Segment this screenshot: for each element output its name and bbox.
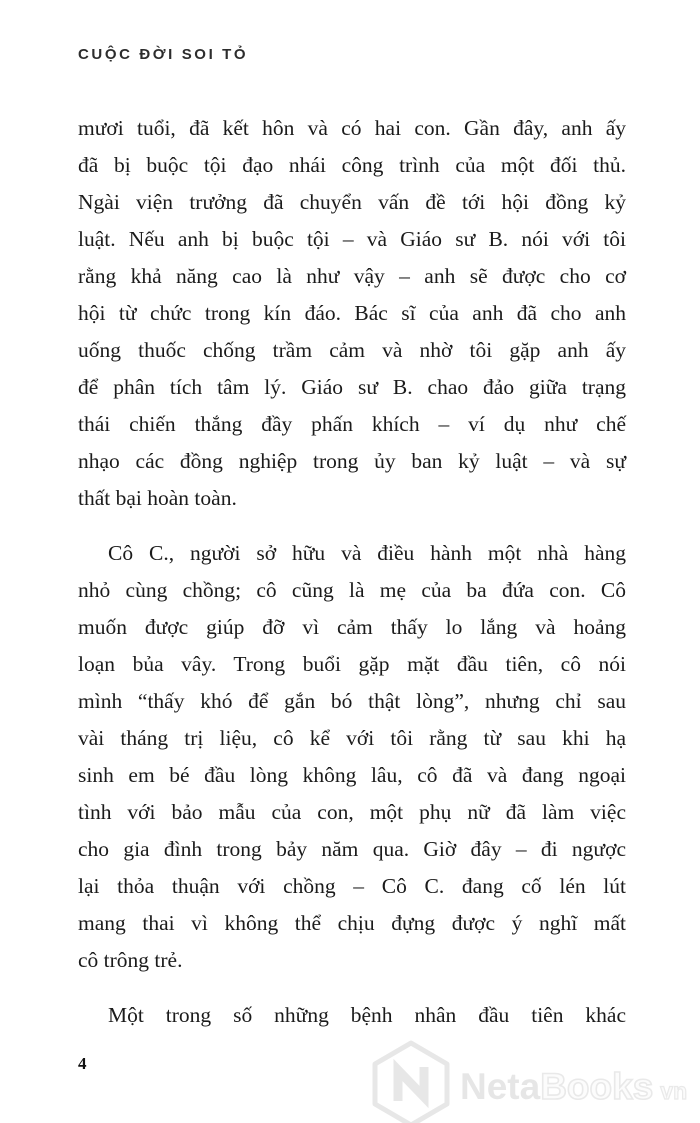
paragraph-3 bbox=[78, 997, 626, 1034]
text-line: thái chiến thắng đầy phấn khích – ví dụ như chế bbox=[78, 412, 626, 436]
text-line: lại thỏa thuận với chồng – Cô C. đang cố lén lút bbox=[78, 874, 626, 898]
text-line: muốn được giúp đỡ vì cảm thấy lo lắng và hoảng bbox=[78, 615, 626, 639]
text-line: luật. Nếu anh bị buộc tội – và Giáo sư B. nói với tôi bbox=[78, 227, 626, 251]
text-line: cô trông trẻ. bbox=[78, 948, 183, 972]
text-line: hội từ chức trong kín đáo. Bác sĩ của anh đã cho anh bbox=[78, 301, 626, 325]
text-line: uống thuốc chống trầm cảm và nhờ tôi gặp anh ấy bbox=[78, 338, 626, 362]
text-line: nhạo các đồng nghiệp trong ủy ban kỷ luật – và sự bbox=[78, 449, 626, 473]
text-line: để phân tích tâm lý. Giáo sư B. chao đảo giữa trạng bbox=[78, 375, 626, 399]
text-line: loạn bủa vây. Trong buổi gặp mặt đầu tiên, cô nói bbox=[78, 652, 626, 676]
text-line: mang thai vì không thể chịu đựng được ý nghĩ mất bbox=[78, 911, 626, 935]
text-line: đã bị buộc tội đạo nhái công trình của một đối thủ. bbox=[78, 153, 626, 177]
text-line: mình “thấy khó để gắn bó thật lòng”, nhưng chỉ sau bbox=[78, 689, 626, 713]
wordmark-vn: vn bbox=[660, 1077, 688, 1104]
paragraph-1 bbox=[78, 110, 626, 517]
wordmark-books: Books bbox=[540, 1065, 654, 1107]
wordmark-neta: Neta bbox=[460, 1065, 541, 1107]
text-line: nhỏ cùng chồng; cô cũng là mẹ của ba đứa con. Cô bbox=[78, 578, 626, 602]
text-line: mươi tuổi, đã kết hôn và có hai con. Gần đây, anh ấy bbox=[78, 116, 626, 140]
text-line: rằng khả năng cao là như vậy – anh sẽ được cho cơ bbox=[78, 264, 626, 288]
body-text bbox=[78, 110, 626, 1034]
text-line: sinh em bé đầu lòng không lâu, cô đã và đang ngoại bbox=[78, 763, 626, 787]
text-line: thất bại hoàn toàn. bbox=[78, 486, 237, 510]
text-line: vài tháng trị liệu, cô kể với tôi rằng từ sau khi hạ bbox=[78, 726, 626, 750]
paragraph-2 bbox=[78, 535, 626, 979]
running-header: CUỘC ĐỜI SOI TỎ bbox=[78, 46, 249, 63]
netabooks-hexagon-n-icon bbox=[370, 1040, 452, 1123]
text-line: Ngài viện trưởng đã chuyển vấn đề tới hội đồng kỷ bbox=[78, 190, 626, 214]
text-line: Cô C., người sở hữu và điều hành một nhà hàng bbox=[108, 541, 626, 565]
text-line: tình với bảo mẫu của con, một phụ nữ đã làm việc bbox=[78, 800, 626, 824]
text-line: cho gia đình trong bảy năm qua. Giờ đây – đi ngược bbox=[78, 837, 626, 861]
page-number: 4 bbox=[78, 1054, 87, 1073]
text-line: Một trong số những bệnh nhân đầu tiên khác bbox=[108, 1003, 626, 1027]
netabooks-wordmark bbox=[460, 1066, 687, 1108]
netabooks-watermark bbox=[370, 1040, 687, 1123]
